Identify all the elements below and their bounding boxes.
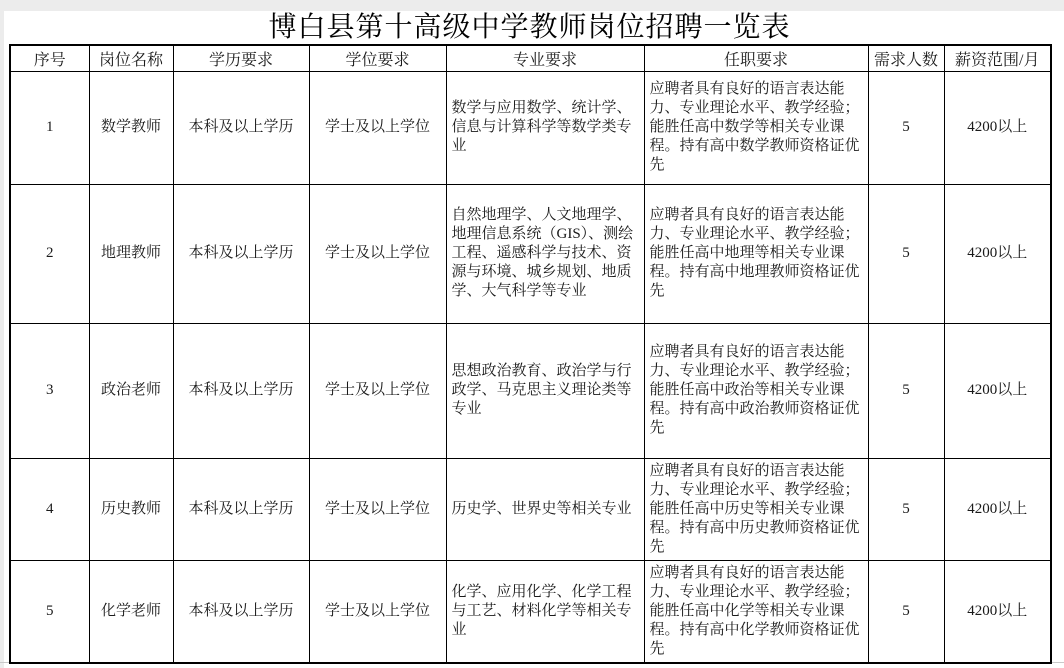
cell-salary: 4200以上 [944, 71, 1051, 184]
cell-education: 本科及以上学历 [173, 71, 309, 184]
cell-position: 政治老师 [89, 323, 173, 458]
cell-headcount: 5 [868, 560, 944, 663]
cell-education: 本科及以上学历 [173, 184, 309, 323]
cell-degree: 学士及以上学位 [309, 184, 446, 323]
col-header-salary: 薪资范围/月 [944, 45, 1051, 71]
cell-requirements: 应聘者具有良好的语言表达能力、专业理论水平、教学经验；能胜任高中数学等相关专业课程。持有高中数学教师资格证优先 [644, 71, 868, 184]
cell-degree: 学士及以上学位 [309, 323, 446, 458]
cell-position: 化学老师 [89, 560, 173, 663]
cell-degree: 学士及以上学位 [309, 71, 446, 184]
col-header-degree: 学位要求 [309, 45, 446, 71]
cell-no: 2 [10, 184, 89, 323]
cell-major: 化学、应用化学、化学工程与工艺、材料化学等相关专业 [446, 560, 644, 663]
col-header-position: 岗位名称 [89, 45, 173, 71]
col-header-major: 专业要求 [446, 45, 644, 71]
cell-position: 数学教师 [89, 71, 173, 184]
cell-position: 地理教师 [89, 184, 173, 323]
col-header-requirements: 任职要求 [644, 45, 868, 71]
col-header-no: 序号 [10, 45, 89, 71]
cell-salary: 4200以上 [944, 458, 1051, 560]
cell-position: 历史教师 [89, 458, 173, 560]
cell-headcount: 5 [868, 184, 944, 323]
table-row [10, 323, 1051, 458]
table-row [10, 184, 1051, 323]
cell-major: 自然地理学、人文地理学、地理信息系统（GIS）、测绘工程、遥感科学与技术、资源与环境、城乡规划、地质学、大气科学等专业 [446, 184, 644, 323]
page-title: 博白县第十高级中学教师岗位招聘一览表 [268, 12, 791, 43]
table-header [10, 45, 1051, 71]
cell-salary: 4200以上 [944, 323, 1051, 458]
cell-salary: 4200以上 [944, 560, 1051, 663]
cell-major: 历史学、世界史等相关专业 [446, 458, 644, 560]
cell-degree: 学士及以上学位 [309, 560, 446, 663]
recruitment-table [9, 44, 1052, 664]
cell-requirements: 应聘者具有良好的语言表达能力、专业理论水平、教学经验；能胜任高中政治等相关专业课程。持有高中政治教师资格证优先 [644, 323, 868, 458]
cell-headcount: 5 [868, 458, 944, 560]
cell-education: 本科及以上学历 [173, 458, 309, 560]
cell-degree: 学士及以上学位 [309, 458, 446, 560]
cell-major: 数学与应用数学、统计学、信息与计算科学等数学类专业 [446, 71, 644, 184]
cell-headcount: 5 [868, 323, 944, 458]
window-edge-left [0, 0, 4, 668]
table-row [10, 458, 1051, 560]
col-header-headcount: 需求人数 [868, 45, 944, 71]
cell-no: 3 [10, 323, 89, 458]
cell-requirements: 应聘者具有良好的语言表达能力、专业理论水平、教学经验；能胜任高中历史等相关专业课程。持有高中历史教师资格证优先 [644, 458, 868, 560]
cell-education: 本科及以上学历 [173, 323, 309, 458]
cell-salary: 4200以上 [944, 184, 1051, 323]
cell-major: 思想政治教育、政治学与行政学、马克思主义理论类等专业 [446, 323, 644, 458]
table-body [10, 71, 1051, 663]
cell-no: 5 [10, 560, 89, 663]
col-header-education: 学历要求 [173, 45, 309, 71]
cell-headcount: 5 [868, 71, 944, 184]
cell-no: 4 [10, 458, 89, 560]
table-row [10, 560, 1051, 663]
cell-requirements: 应聘者具有良好的语言表达能力、专业理论水平、教学经验；能胜任高中化学等相关专业课程。持有高中化学教师资格证优先 [644, 560, 868, 663]
cell-education: 本科及以上学历 [173, 560, 309, 663]
cell-requirements: 应聘者具有良好的语言表达能力、专业理论水平、教学经验；能胜任高中地理等相关专业课程。持有高中地理教师资格证优先 [644, 184, 868, 323]
window-edge-top [0, 0, 1064, 11]
header-row [10, 45, 1051, 71]
table-row [10, 71, 1051, 184]
cell-no: 1 [10, 71, 89, 184]
